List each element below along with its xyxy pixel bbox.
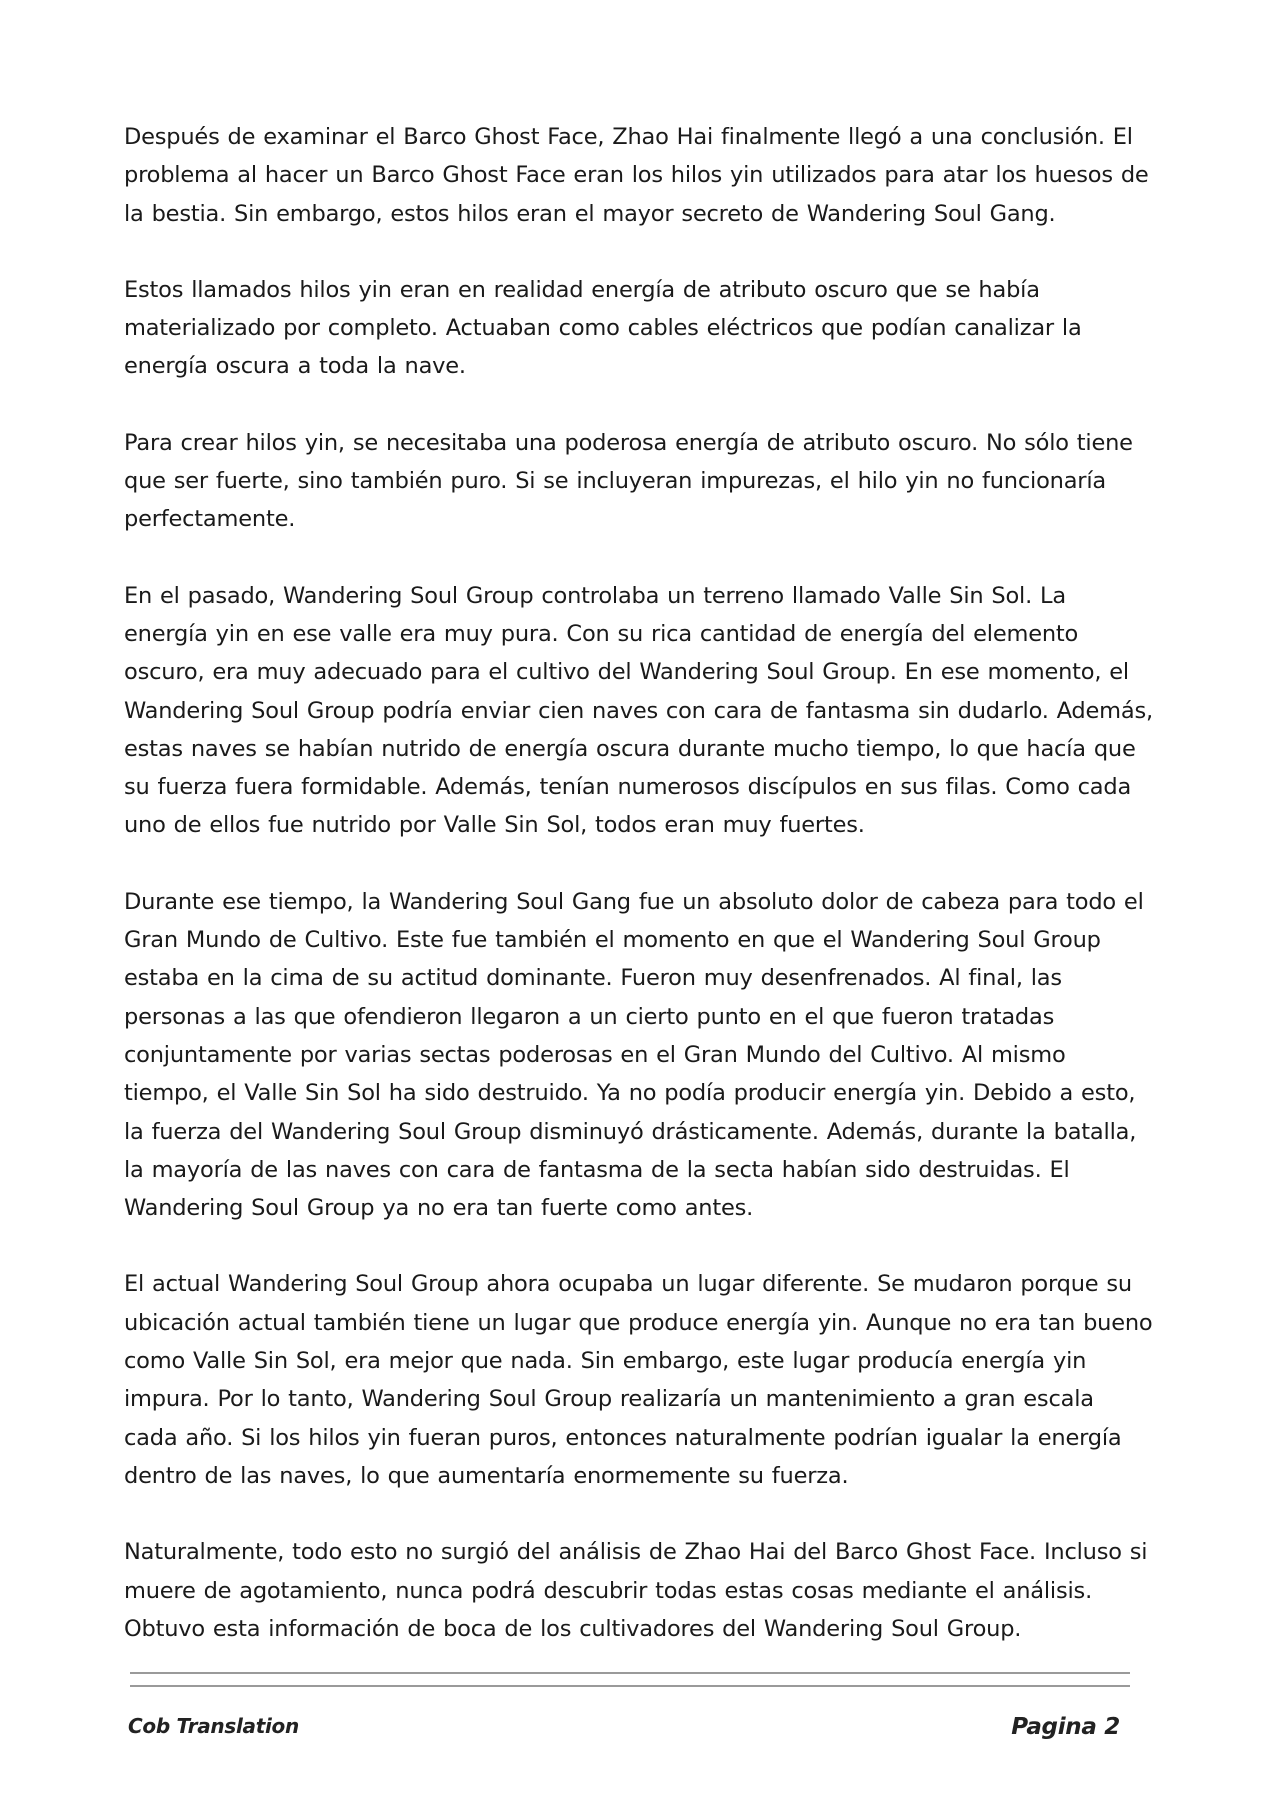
- paragraph-4: En el pasado, Wandering Soul Group controlaba un terreno llamado Valle Sin Sol. La energía yin en ese valle era muy pura. Con su rica cantidad de energía del elemento oscuro, era muy adecuado para el cultivo del Wandering Soul Group. En ese momento, el Wandering Soul Group podría enviar cien naves con cara de fantasma sin dudarlo. Además, estas naves se habían nutrido de energía oscura durante mucho tiempo, lo que hacía que su fuerza fuera formidable. Además, tenían numerosos discípulos en sus filas. Como cada uno de ellos fue nutrido por Valle Sin Sol, todos eran muy fuertes.: [124, 582, 1153, 839]
- body-text: [124, 118, 1154, 1686]
- footer-translator-credit: Cob Translation: [128, 1714, 299, 1738]
- paragraph-6: El actual Wandering Soul Group ahora ocupaba un lugar diferente. Se mudaron porque su ubicación actual también tiene un lugar que produce energía yin. Aunque no era tan bueno como Valle Sin Sol, era mejor que nada. Sin embargo, este lugar producía energía yin impura. Por lo tanto, Wandering Soul Group realizaría un mantenimiento a gran escala cada año. Si los hilos yin fueran puros, entonces naturalmente podrían igualar la energía dentro de las naves, lo que aumentaría enormemente su fuerza.: [124, 1271, 1153, 1489]
- paragraph-2: Estos llamados hilos yin eran en realidad energía de atributo oscuro que se había materializado por completo. Actuaban como cables eléctricos que podían canalizar la energía oscura a toda la nave.: [124, 276, 1082, 380]
- paragraph-1: Después de examinar el Barco Ghost Face, Zhao Hai finalmente llegó a una conclusión. El problema al hacer un Barco Ghost Face eran los hilos yin utilizados para atar los huesos de la bestia. Sin embargo, estos hilos eran el mayor secreto de Wandering Soul Gang.: [124, 124, 1149, 227]
- paragraph-5: Durante ese tiempo, la Wandering Soul Gang fue un absoluto dolor de cabeza para todo el Gran Mundo de Cultivo. Este fue también el momento en que el Wandering Soul Group estaba en la cima de su actitud dominante. Fueron muy desenfrenados. Al final, las personas a las que ofendieron llegaron a un cierto punto en el que fueron tratadas conjuntamente por varias sectas poderosas en el Gran Mundo del Cultivo. Al mismo tiempo, el Valle Sin Sol ha sido destruido. Ya no podía producir energía yin. Debido a esto, la fuerza del Wandering Soul Group disminuyó drásticamente. Además, durante la batalla, la mayoría de las naves con cara de fantasma de la secta habían sido destruidas. El Wandering Soul Group ya no era tan fuerte como antes.: [124, 888, 1144, 1222]
- paragraph-3: Para crear hilos yin, se necesitaba una poderosa energía de atributo oscuro. No sólo tiene que ser fuerte, sino también puro. Si se incluyeran impurezas, el hilo yin no funcionaría perfectamente.: [124, 429, 1133, 533]
- footer-divider-top: [130, 1672, 1130, 1674]
- footer-divider-bottom: [130, 1685, 1130, 1687]
- footer-page-number: Pagina 2: [1011, 1714, 1120, 1740]
- paragraph-7: Naturalmente, todo esto no surgió del análisis de Zhao Hai del Barco Ghost Face. Incluso si muere de agotamiento, nunca podrá descubrir todas estas cosas mediante el análisis. Obtuvo esta información de boca de los cultivadores del Wandering Soul Group.: [124, 1539, 1148, 1642]
